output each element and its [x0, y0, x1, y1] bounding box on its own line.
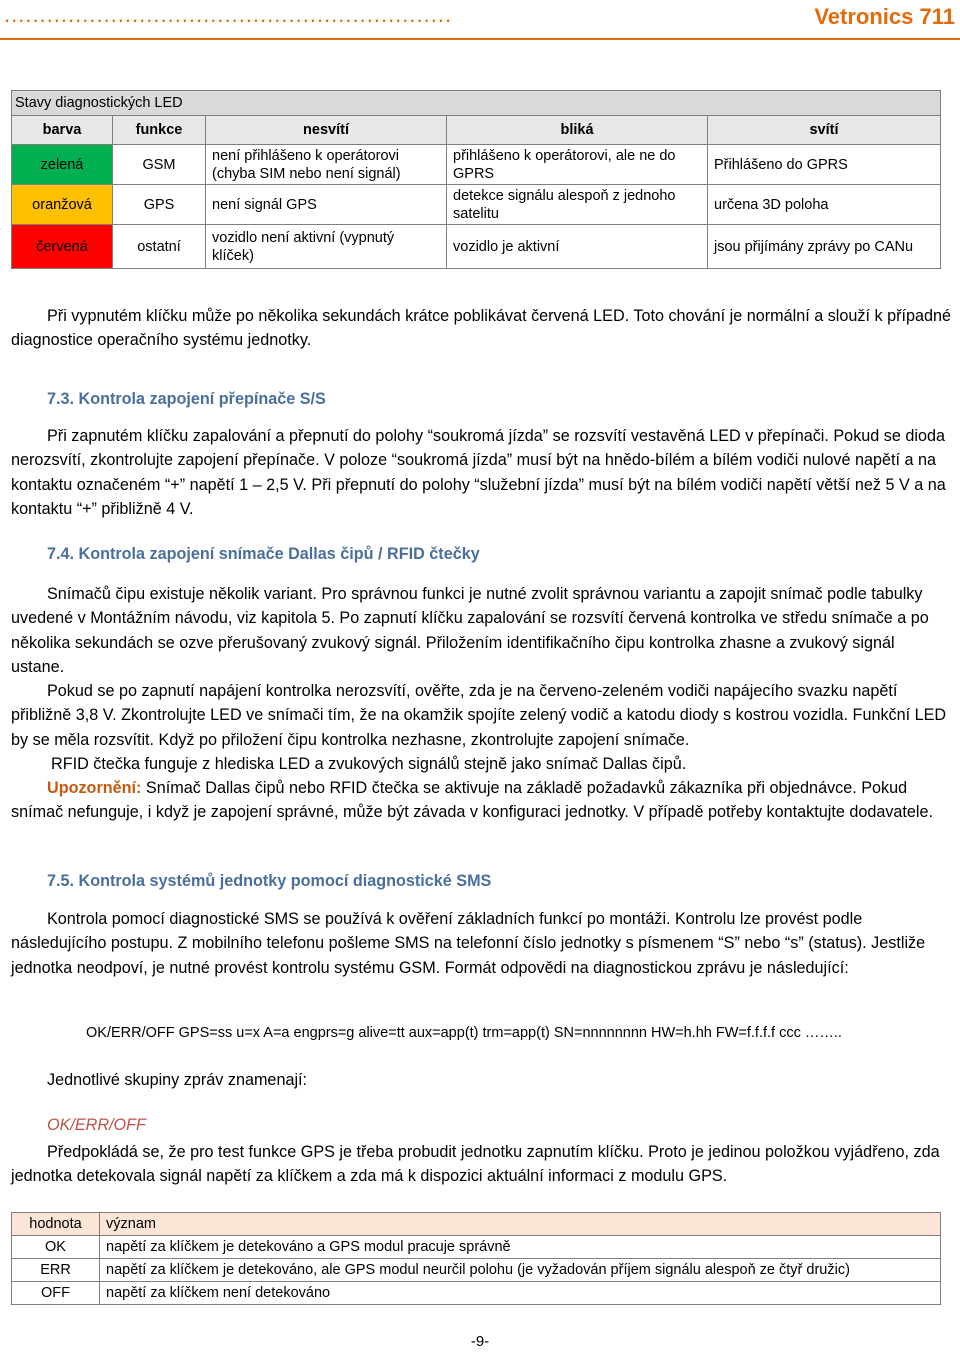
- section-7-5-paragraph-2: Jednotlivé skupiny zpráv znamenají:: [47, 1071, 308, 1089]
- table-row: [12, 185, 941, 225]
- led-table-header: [12, 116, 941, 145]
- col-function: funkce: [113, 116, 206, 145]
- section-heading-7-3: 7.3. Kontrola zapojení přepínače S/S: [47, 390, 326, 408]
- section-heading-7-4: 7.4. Kontrola zapojení snímače Dallas čipů / RFID čtečky: [47, 545, 480, 563]
- page-number: -9-: [470, 1333, 490, 1350]
- section-7-3-paragraph: Při zapnutém klíčku zapalování a přepnutí do polohy “soukromá jízda” se rozsvítí vestavěná LED v přepínači. Pokud se dioda nerozsvítí, zkontrolujte zapojení přepínače. V poloze “soukromá jízda” musí být na hnědo-bílém a bílém vodiči nulové napětí a na kontaktu označeném “+” napětí 1 – 2,5 V. Při přepnutí do polohy “služební jízda” musí být na bílém vodiči napětí větší než 5 V a na kontaktu “+” přibližně 4 V.: [11, 427, 946, 518]
- table-row: [12, 225, 941, 269]
- led-blink-text: přihlášeno k operátorovi, ale ne do GPRS: [447, 145, 708, 185]
- led-on-text: Přihlášeno do GPRS: [708, 145, 941, 185]
- warning-label: Upozornění:: [47, 779, 142, 797]
- col-meaning: význam: [100, 1213, 941, 1236]
- meaning-table-header: [12, 1213, 941, 1236]
- led-note: [11, 304, 951, 353]
- led-off-text: vozidlo není aktivní (vypnutý klíček): [206, 225, 447, 269]
- value-cell: OK: [12, 1236, 100, 1259]
- table-row: [12, 1236, 941, 1259]
- led-function: GSM: [113, 145, 206, 185]
- led-blink-text: detekce signálu alespoň z jednoho satelitu: [447, 185, 708, 225]
- value-cell: OFF: [12, 1282, 100, 1305]
- col-color: barva: [12, 116, 113, 145]
- col-on: svítí: [708, 116, 941, 145]
- led-blink-text: vozidlo je aktivní: [447, 225, 708, 269]
- led-function: GPS: [113, 185, 206, 225]
- section-7-4-paragraph-2: Pokud se po zapnutí napájení kontrolka nerozsvítí, ověřte, zda je na červeno-zeleném vodiči napájecího svazku napětí přibližně 3,8 V. Zkontrolujte LED ve snímači tím, že na okamžik spojíte zelený vodič a katodu diody s kostrou vozidla. Funkční LED by se měla rozsvítit. Když po přiložení čipu kontrolka nezhasne, zkontrolujte zapojení snímače.: [11, 682, 947, 749]
- led-on-text: jsou přijímány zprávy po CANu: [708, 225, 941, 269]
- led-note-text: Při vypnutém klíčku může po několika sekundách krátce poblikávat červená LED. Toto chování je normální a slouží k případné diagnostice operačního systému jednotky.: [11, 307, 951, 350]
- meaning-cell: napětí za klíčkem je detekováno, ale GPS modul neurčil polohu (je vyžadován příjem signálu alespoň ze čtyř družic): [100, 1259, 941, 1282]
- meaning-cell: napětí za klíčkem je detekováno a GPS modul pracuje správně: [100, 1236, 941, 1259]
- led-color-red: červená: [12, 225, 113, 269]
- header-rule: [0, 38, 960, 40]
- section-7-4-paragraph-3: RFID čtečka funguje z hlediska LED a zvukových signálů stejně jako snímač Dallas čipů.: [51, 755, 687, 773]
- led-off-text: není signál GPS: [206, 185, 447, 225]
- section-heading-7-5: 7.5. Kontrola systémů jednotky pomocí diagnostické SMS: [47, 872, 492, 890]
- led-color-green: zelená: [12, 145, 113, 185]
- section-7-5-paragraph-1: Kontrola pomocí diagnostické SMS se používá k ověření základních funkcí po montáži. Kontrolu lze provést podle následujícího postupu. Z mobilního telefonu pošleme SMS na telefonní číslo jednotky s písmenem “S” nebo “s” (status). Jestliže jednotka neodpoví, je nutné provést kontrolu systému GSM. Formát odpovědi na diagnostickou zprávu je následující:: [11, 910, 926, 977]
- table-row: [12, 145, 941, 185]
- meaning-cell: napětí za klíčkem není detekováno: [100, 1282, 941, 1305]
- sms-format: OK/ERR/OFF GPS=ss u=x A=a engprs=g alive=tt aux=app(t) trm=app(t) SN=nnnnnnnn HW=h.hh FW=f.f.f.f ccc ……..: [86, 1025, 842, 1041]
- section-7-4-paragraph-1: Snímačů čipu existuje několik variant. Pro správnou funkci je nutné zvolit správnou variantu a zapojit snímač podle tabulky uvedené v Montážním návodu, viz kapitola 5. Po zapnutí klíčku zapalování se rozsvítí červená kontrolka ve středu snímače a po několika sekundách se ozve přerušovaný zvukový signál. Přiložením identifikačního čipu kontrolka zhasne a zvukový signál ustane.: [11, 585, 929, 676]
- value-cell: ERR: [12, 1259, 100, 1282]
- led-on-text: určena 3D poloha: [708, 185, 941, 225]
- section-7-4-warning: [11, 776, 951, 825]
- led-table-caption-row: [12, 91, 941, 116]
- led-table-caption: Stavy diagnostických LED: [12, 91, 941, 116]
- section-7-5-paragraph-3: Předpokládá se, že pro test funkce GPS je třeba probudit jednotku zapnutím klíčku. Proto je jedinou položkou vyjádřeno, zda jednotka detekovala signál napětí za klíčkem a zda má k dispozici aktuální informaci z modulu GPS.: [11, 1143, 940, 1186]
- led-off-text: není přihlášeno k operátorovi (chyba SIM nebo není signál): [206, 145, 447, 185]
- led-status-table: [11, 90, 941, 269]
- table-row: [12, 1259, 941, 1282]
- warning-text: Snímač Dallas čipů nebo RFID čtečka se aktivuje na základě požadavků zákazníka při objednávce. Pokud snímač nefunguje, i když je zapojení správné, může být závada v konfiguraci jednotky. V případě potřeby kontaktujte dodavatele.: [11, 779, 934, 822]
- meaning-table: [11, 1212, 941, 1305]
- table-row: [12, 1282, 941, 1305]
- header-title: Vetronics 711: [814, 4, 955, 29]
- col-value: hodnota: [12, 1213, 100, 1236]
- ok-err-off-heading: OK/ERR/OFF: [47, 1116, 146, 1134]
- header-dots: ...............................................................: [4, 2, 453, 27]
- led-function: ostatní: [113, 225, 206, 269]
- col-blink: bliká: [447, 116, 708, 145]
- col-off: nesvítí: [206, 116, 447, 145]
- led-color-orange: oranžová: [12, 185, 113, 225]
